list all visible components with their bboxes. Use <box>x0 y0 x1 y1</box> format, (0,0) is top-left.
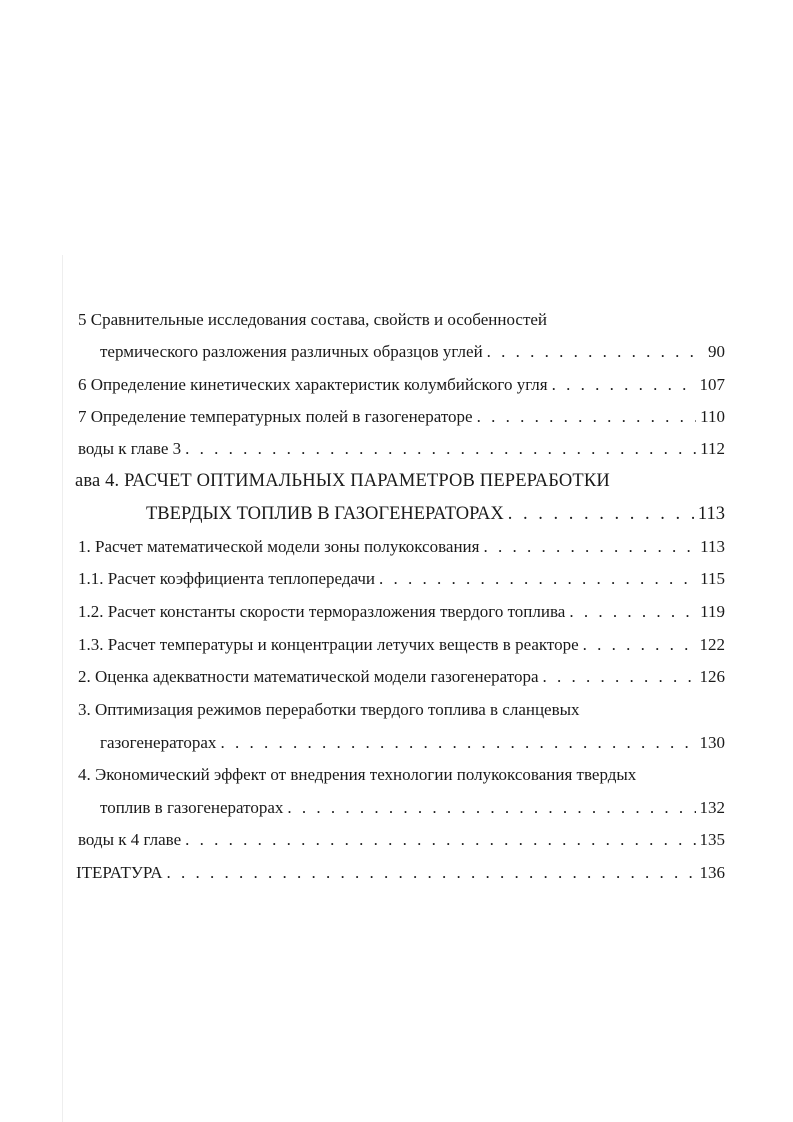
toc-entry <box>78 438 725 460</box>
toc-leader <box>185 829 695 851</box>
toc-label: 2. Оценка адекватности математической модели газогенератора <box>78 667 539 686</box>
toc-page-number: 135 <box>699 830 725 849</box>
toc-entry <box>78 634 725 656</box>
toc-label: газогенераторах <box>100 733 217 752</box>
toc-label: топлив в газогенераторах <box>100 798 284 817</box>
toc-page-number: 136 <box>699 863 725 882</box>
toc-chapter-heading <box>75 470 722 492</box>
toc-chapter-heading <box>146 503 725 525</box>
toc-leader <box>487 341 704 363</box>
toc-leader <box>287 797 695 819</box>
toc-entry <box>100 797 725 819</box>
toc-label: ТВЕРДЫХ ТОПЛИВ В ГАЗОГЕНЕРАТОРАХ <box>146 504 504 524</box>
toc-entry <box>76 862 725 884</box>
toc-entry <box>78 829 725 851</box>
toc-leader <box>477 406 697 428</box>
toc-label: воды к 4 главе <box>78 830 182 849</box>
toc-leader <box>552 374 696 396</box>
toc-entry <box>78 536 725 558</box>
toc-page-number: 122 <box>699 635 725 654</box>
toc-label: 6 Определение кинетических характеристик колумбийского угля <box>78 375 548 394</box>
toc-entry <box>78 309 725 331</box>
toc-page-number: 90 <box>708 342 725 361</box>
toc-label: воды к главе 3 <box>78 439 182 458</box>
toc-label: 1.2. Расчет константы скорости терморазложения твердого топлива <box>78 602 566 621</box>
toc-label: 1.1. Расчет коэффициента теплопередачи <box>78 569 376 588</box>
toc-leader <box>569 601 696 623</box>
toc-label: ІТЕРАТУРА <box>76 863 163 882</box>
toc-page-number: 107 <box>699 375 725 394</box>
toc-entry <box>78 601 725 623</box>
toc-leader <box>185 438 696 460</box>
toc-entry <box>78 406 725 428</box>
toc-entry <box>78 666 725 688</box>
toc-entry <box>78 764 725 786</box>
toc-label: термического разложения различных образцов углей <box>100 342 483 361</box>
toc-page-number: 113 <box>697 504 725 524</box>
toc-page-number: 130 <box>699 733 725 752</box>
toc-page-number: 113 <box>700 537 725 556</box>
toc-page-number: 115 <box>700 569 725 588</box>
toc-leader <box>220 732 695 754</box>
toc-leader <box>166 862 695 884</box>
toc-entry <box>100 732 725 754</box>
toc-page-number: 112 <box>700 439 725 458</box>
toc-leader <box>379 568 696 590</box>
toc-leader <box>543 666 696 688</box>
toc-leader <box>483 536 696 558</box>
toc-label: 3. Оптимизация режимов переработки твердого топлива в сланцевых <box>78 700 580 719</box>
toc-page-number: 132 <box>699 798 725 817</box>
toc-page-number: 110 <box>700 407 725 426</box>
toc-entry <box>78 568 725 590</box>
toc-leader <box>583 634 696 656</box>
toc-page-number: 119 <box>700 602 725 621</box>
toc-entry <box>78 699 725 721</box>
toc-label: 1. Расчет математической модели зоны полукоксования <box>78 537 480 556</box>
toc-label: 7 Определение температурных полей в газогенераторе <box>78 407 473 426</box>
toc-label: ава 4. РАСЧЕТ ОПТИМАЛЬНЫХ ПАРАМЕТРОВ ПЕРЕРАБОТКИ <box>75 471 610 491</box>
toc-entry <box>78 374 725 396</box>
toc-label: 5 Сравнительные исследования состава, свойств и особенностей <box>78 310 548 329</box>
toc-label: 1.3. Расчет температуры и концентрации летучих веществ в реакторе <box>78 635 579 654</box>
toc-label: 4. Экономический эффект от внедрения технологии полукоксования твердых <box>78 765 637 784</box>
toc-leader <box>508 503 694 525</box>
toc-page-number: 126 <box>699 667 725 686</box>
toc-entry <box>100 341 725 363</box>
